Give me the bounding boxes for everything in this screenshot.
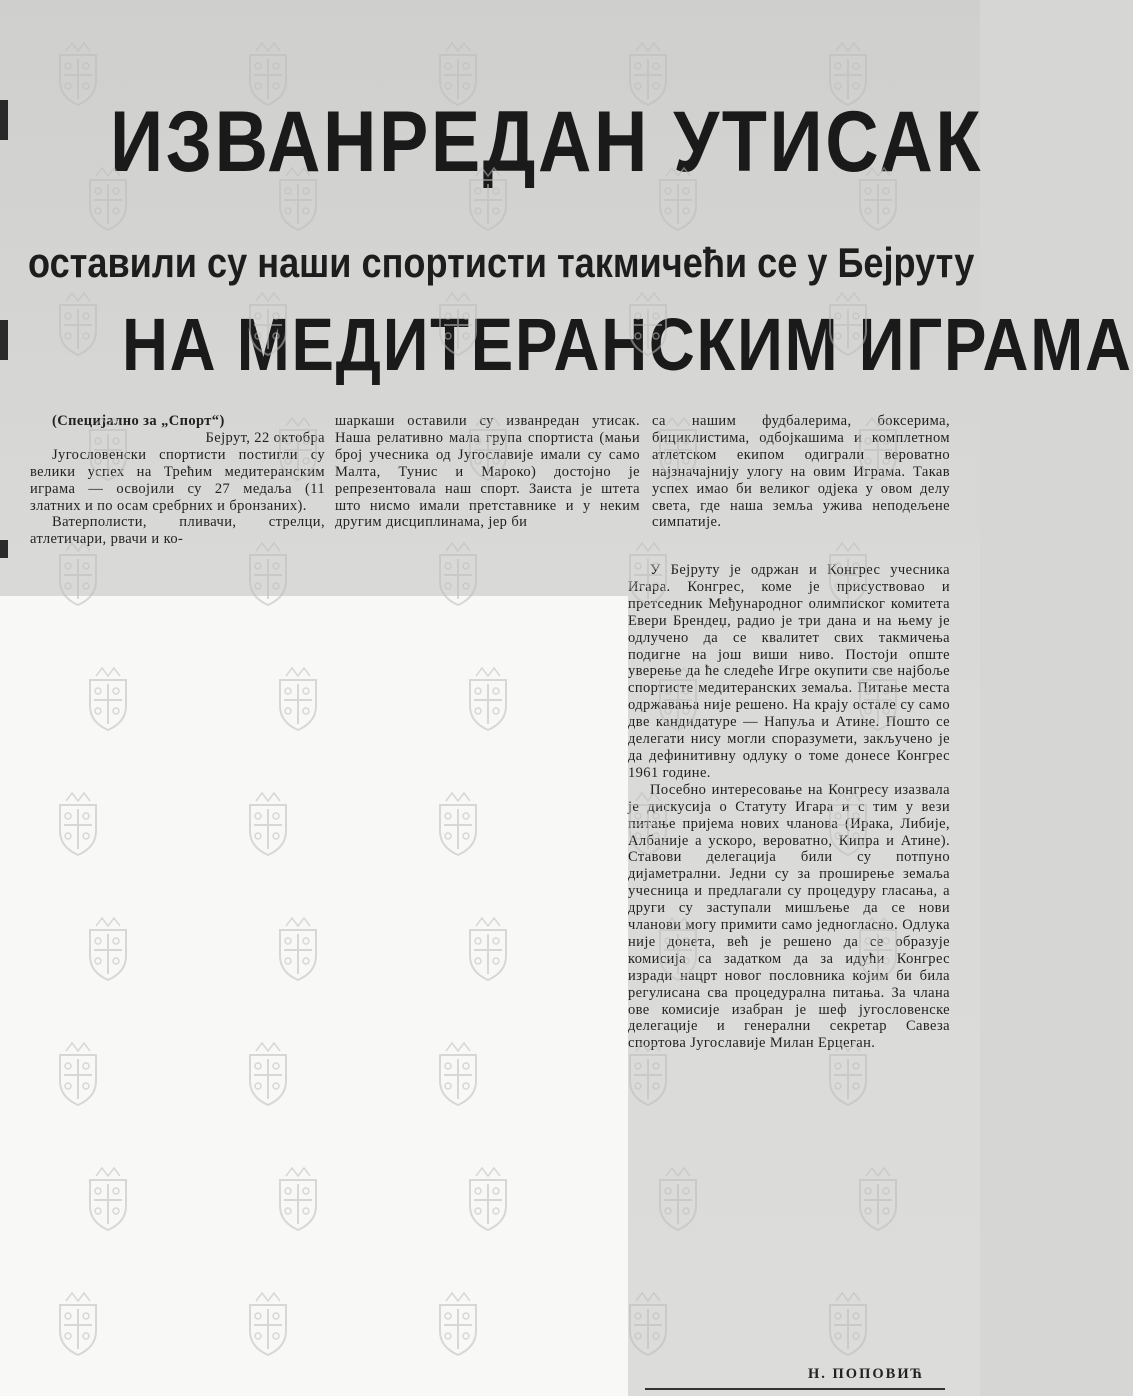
article-column-1 <box>30 413 325 548</box>
article-column-3 <box>652 413 950 531</box>
article-headline: ИЗВАНРЕДАН УТИСАК <box>110 94 984 190</box>
blank-paper-area <box>0 596 628 1396</box>
left-edge-mark <box>0 100 8 140</box>
article-paragraph: са нашим фудбалерима, боксерима, бициклистима, одбојкашима и комплетном атлетском екипом одиграли вероватно најзначајнију улогу на овим Играма. Такав успех имао би великог одјека у овом делу света, где наша земља ужива неподељене симпатије. <box>652 413 950 531</box>
article-dateline: Бејрут, 22 октобра <box>205 429 325 446</box>
article-column-2 <box>335 413 640 531</box>
article-byline: (Специјално за „Спорт“) <box>52 413 225 429</box>
article-column-3-continued <box>628 562 950 1052</box>
article-paragraph: Ватерполисти, пливачи, стрелци, атлетичари, рвачи и ко- <box>30 514 325 548</box>
article-paragraph: Посебно интересовање на Конгресу изазвала је дискусија о Статуту Игара и с тим у вези питање пријема нових чланова (Ирака, Либије, Албаније а ускоро, вероватно, Кипра и Атине). Ставови делегација били су потпуно дијаметрални. Једни су за проширење земаља учесница и предлагали су процедуру гласања, а други су заступали мишљење да се нови чланови могу примити само једногласно. Одлука није донета, већ је решено да се образује комисија са задатком да за идући Конгрес изради нацрт новог пословника којим би била регулисана сва процедурална питања. За члана ове комисије изабран је шеф југословенске делегације и генерални секретар Савеза спортова Југославије Милан Ерцеган. <box>628 781 950 1052</box>
end-rule <box>645 1388 945 1390</box>
article-paragraph: шаркаши оставили су изванредан утисак. Наша релативно мала група спортиста (мањи број учесника од Југославије имали су само Малта, Тунис и Мароко) достојно је репрезентовала наш спорт. Заиста је штета што нисмо имали претставнике и у неким другим дисциплинама, јер би <box>335 413 640 531</box>
article-subheadline: оставили су наши спортисти такмичећи се у Бејруту <box>28 239 975 286</box>
left-edge-mark <box>0 540 8 558</box>
article-headline-secondary: НА МЕДИТЕРАНСКИМ ИГРАМА <box>122 303 1133 386</box>
article-signature: Н. ПОПОВИЋ <box>808 1366 925 1382</box>
left-edge-mark <box>0 320 8 360</box>
article-paragraph: Југословенски спортисти постигли су велики успех на Трећим медитеранским играма — освојили су 27 медаља (11 златних и по осам сребрних и бронзаних). <box>30 446 325 514</box>
article-paragraph: У Бејруту је одржан и Конгрес учесника Игара. Конгрес, коме је присуствовао и претседник Међународног олимписког комитета Евери Брендеџ, радио је три дана и на њему је одлучено да се квалитет свих такмичења подигне на још виши ниво. Постоји опште уверење да ће следеће Игре окупити све најбоље спортисте медитеранских земаља. Питање места одржавања није решено. На крају остале су само две кандидатуре — Напуља и Атине. Пошто се делегати нису могли споразумети, закључено је да дефинитивну одлуку о томе донесе Конгрес 1961 године. <box>628 562 950 781</box>
